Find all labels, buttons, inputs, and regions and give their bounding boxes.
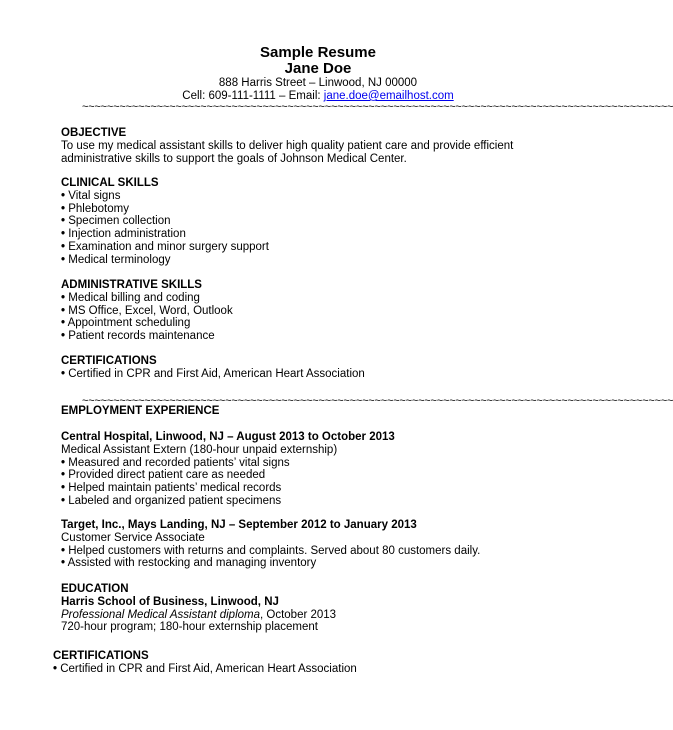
education-diploma: Professional Medical Assistant diploma, October 2013: [61, 608, 337, 621]
bullet-icon: •: [61, 330, 66, 343]
bullet-icon: •: [61, 469, 66, 482]
list-item: • Specimen collection: [61, 215, 171, 228]
candidate-address: 888 Harris Street – Linwood, NJ 00000: [218, 77, 418, 89]
job-role: Medical Assistant Extern (180-hour unpaid externship): [61, 443, 338, 456]
list-item: • Phlebotomy: [61, 202, 129, 215]
list-item: • Assisted with restocking and managing inventory: [61, 557, 317, 570]
resume-title: Sample Resume: [260, 44, 376, 61]
job-employer: Target, Inc., Mays Landing, NJ – September 2012 to January 2013: [61, 519, 417, 531]
employment-heading: EMPLOYMENT EXPERIENCE: [61, 405, 220, 417]
bullet-icon: •: [61, 189, 66, 202]
list-item: • MS Office, Excel, Word, Outlook: [61, 304, 233, 317]
education-school: Harris School of Business, Linwood, NJ: [61, 595, 279, 608]
certifications-heading: CERTIFICATIONS: [61, 355, 157, 367]
candidate-name: Jane Doe: [284, 60, 352, 77]
bullet-icon: •: [61, 317, 66, 330]
bullet-icon: •: [61, 494, 66, 507]
clinical-skills-heading: CLINICAL SKILLS: [61, 177, 159, 189]
certifications-section-2: [53, 650, 573, 676]
bullet-icon: •: [61, 291, 66, 304]
list-item: • Helped customers with returns and complaints. Served about 80 customers daily.: [61, 544, 481, 557]
list-item: • Patient records maintenance: [61, 330, 215, 343]
list-item: • Appointment scheduling: [61, 317, 191, 330]
bullet-icon: •: [61, 228, 66, 241]
education-program: 720-hour program; 180-hour externship placement: [61, 621, 318, 634]
bullet-icon: •: [61, 253, 66, 266]
certifications-section: [61, 355, 581, 381]
job-central-hospital: [61, 431, 581, 508]
list-item: • Certified in CPR and First Aid, American Heart Association: [61, 367, 365, 380]
administrative-skills-heading: ADMINISTRATIVE SKILLS: [61, 279, 202, 291]
education-section: [61, 583, 581, 634]
header-divider: ~~~~~~~~~~~~~~~~~~~~~~~~~~~~~~~~~~~~~~~~~~~~~~~~~~~~~~~~~~~~~~~~~~~~~~~~~~~~~~~~~~~~~~~~~~~~~~~: [82, 101, 673, 113]
bullet-icon: •: [61, 482, 66, 495]
list-item: • Provided direct patient care as needed: [61, 469, 266, 482]
email-link[interactable]: jane.doe@emailhost.com: [323, 90, 454, 102]
bullet-icon: •: [61, 544, 66, 557]
list-item: • Medical terminology: [61, 253, 171, 266]
job-employer: Central Hospital, Linwood, NJ – August 2013 to October 2013: [61, 431, 395, 443]
bullet-icon: •: [53, 662, 58, 675]
administrative-skills-section: [61, 279, 581, 343]
employment-section: [61, 405, 581, 418]
list-item: • Examination and minor surgery support: [61, 240, 269, 253]
bullet-icon: •: [61, 202, 66, 215]
objective-line: To use my medical assistant skills to deliver high quality patient care and provide efficient: [61, 139, 514, 152]
bullet-icon: •: [61, 557, 66, 570]
objective-line: administrative skills to support the goals of Johnson Medical Center.: [61, 152, 407, 165]
bullet-icon: •: [61, 304, 66, 317]
bullet-icon: •: [61, 215, 66, 228]
list-item: • Labeled and organized patient specimens: [61, 494, 282, 507]
list-item: • Injection administration: [61, 228, 186, 241]
list-item: • Vital signs: [61, 189, 121, 202]
contact-phone: Cell: 609-111-1111 – Email:: [182, 90, 324, 102]
list-item: • Helped maintain patients’ medical records: [61, 482, 282, 495]
certifications-heading-2: CERTIFICATIONS: [53, 650, 149, 662]
education-heading: EDUCATION: [61, 583, 129, 595]
list-item: • Certified in CPR and First Aid, American Heart Association: [53, 662, 357, 675]
job-role: Customer Service Associate: [61, 531, 205, 544]
bullet-icon: •: [61, 456, 66, 469]
objective-section: [61, 127, 581, 165]
section-divider: ~~~~~~~~~~~~~~~~~~~~~~~~~~~~~~~~~~~~~~~~~~~~~~~~~~~~~~~~~~~~~~~~~~~~~~~~~~~~~~~~~~~~~~~~~~~~~~~: [82, 395, 673, 407]
list-item: • Measured and recorded patients’ vital signs: [61, 456, 290, 469]
list-item: • Medical billing and coding: [61, 291, 200, 304]
job-target: [61, 519, 581, 570]
bullet-icon: •: [61, 240, 66, 253]
bullet-icon: •: [61, 367, 66, 380]
clinical-skills-section: [61, 177, 581, 267]
objective-heading: OBJECTIVE: [61, 127, 127, 139]
